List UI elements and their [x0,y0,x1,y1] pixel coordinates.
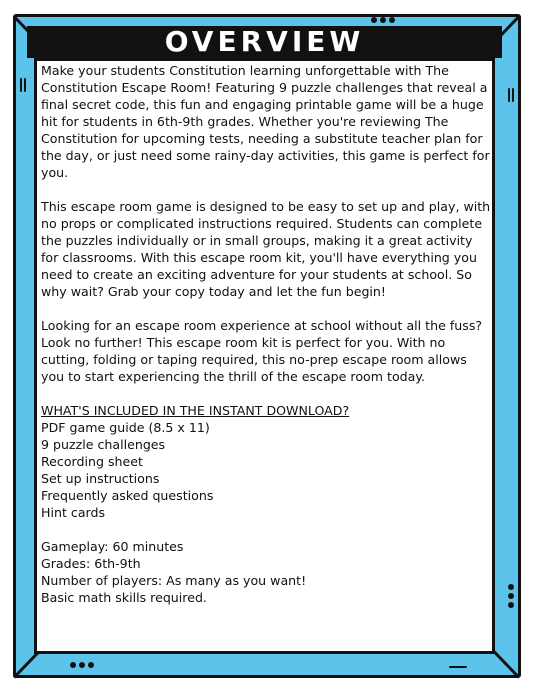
decorative-dots-top [371,17,395,23]
decorative-dots-bottom [70,662,94,668]
overview-content [41,62,491,606]
dot [79,662,85,668]
included-list [41,419,491,521]
title-bar [27,26,502,58]
tick [20,78,22,92]
tick [508,88,510,102]
setup-paragraph: This escape room game is designed to be easy to set up and play, with no props or complicated instructions required. Students can complete the puzzles individually or in small groups, making it a great activity for classrooms. With this escape room kit, you'll have everything you need to create an exciting adventure for your students at school. So why wait? Grab your copy today and let the fun begin! [41,199,491,299]
list-item: Frequently asked questions [41,488,214,503]
list-item: Set up instructions [41,471,160,486]
dot [88,662,94,668]
math-skills-detail: Basic math skills required. [41,590,207,605]
decorative-ticks-right [508,88,514,102]
players-detail: Number of players: As many as you want! [41,573,307,588]
dot [508,602,514,608]
dot [389,17,395,23]
grades-detail: Grades: 6th-9th [41,556,141,571]
list-item: Recording sheet [41,454,143,469]
list-item: 9 puzzle challenges [41,437,166,452]
dot [508,593,514,599]
list-item: Hint cards [41,505,106,520]
page-title: OVERVIEW [164,25,365,58]
list-item: PDF game guide (8.5 x 11) [41,420,210,435]
gameplay-detail: Gameplay: 60 minutes [41,539,184,554]
decorative-dots-right [508,584,514,608]
dot [508,584,514,590]
tick [24,78,26,92]
decorative-ticks-bottom [455,660,461,674]
dot [70,662,76,668]
no-prep-paragraph: Looking for an escape room experience at school without all the fuss? Look no further! This escape room kit is perfect for you. With no cutting, folding or taping required, this no-prep escape room allows you to start experiencing the thrill of the escape room today. [41,318,483,384]
decorative-ticks-left [20,78,26,92]
dot [371,17,377,23]
intro-paragraph: Make your students Constitution learning unforgettable with The Constitution Escape Room! Featuring 9 puzzle challenges that reveal a final secret code, this fun and engaging printable game will be a huge hit for students in 6th-9th grades. Whether you're reviewing The Constitution for upcoming tests, needing a substitute teacher plan for the day, or just need some rainy-day activities, this game is perfect for you. [41,63,490,180]
dot [380,17,386,23]
tick [453,666,467,668]
included-heading: WHAT'S INCLUDED IN THE INSTANT DOWNLOAD? [41,403,350,418]
tick [512,88,514,102]
